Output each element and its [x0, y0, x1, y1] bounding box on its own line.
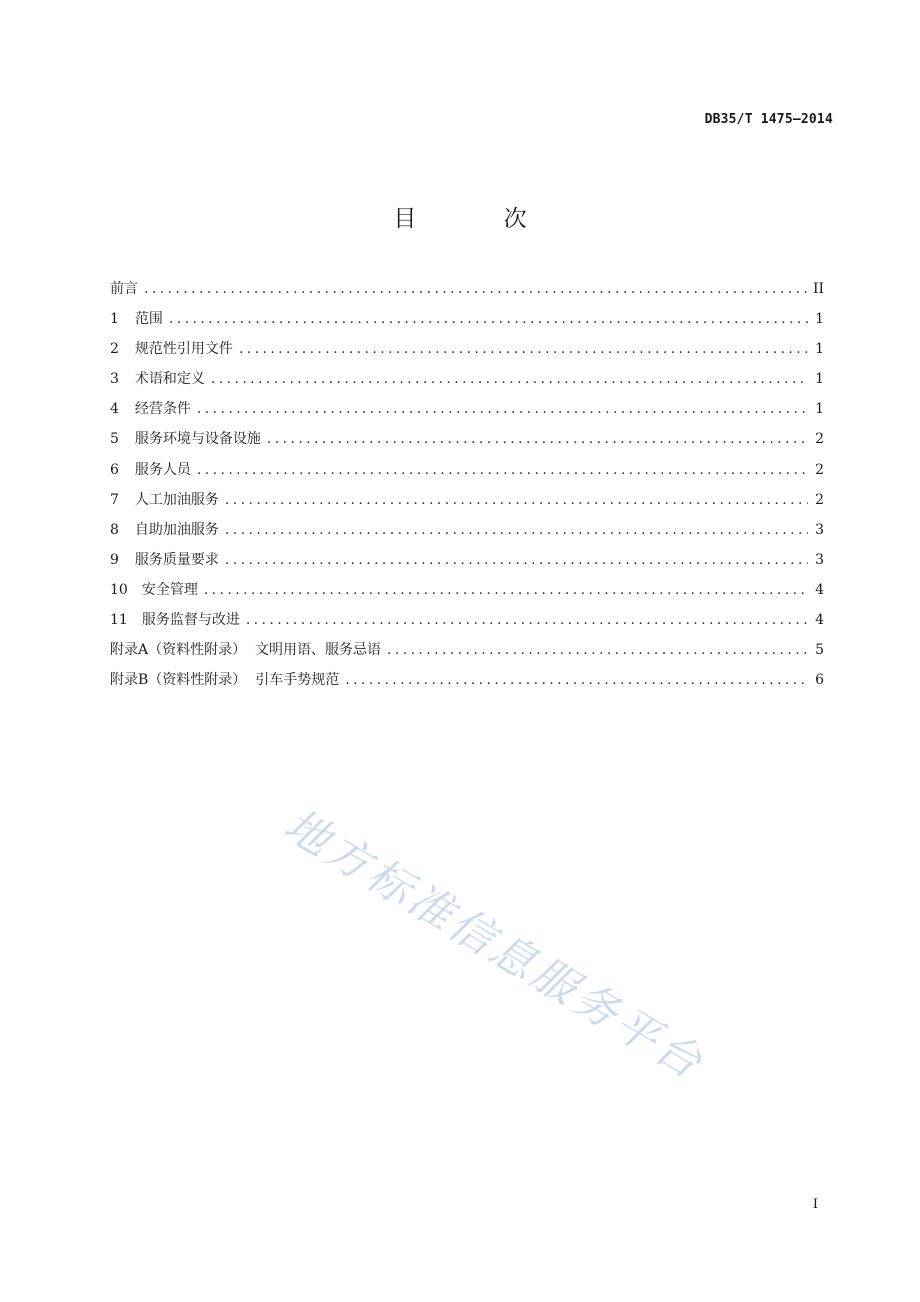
toc-entry-label: 附录A（资料性附录） 文明用语、服务忌语 — [110, 642, 382, 659]
toc-entry[interactable] — [110, 459, 824, 489]
toc-dot-leader — [144, 278, 807, 300]
toc-dot-leader — [239, 338, 808, 360]
toc-entry-label: 服务环境与设备设施 — [134, 431, 261, 448]
toc-entry-number: 4 — [110, 401, 119, 418]
toc-entry[interactable] — [110, 368, 824, 398]
toc-entry-label: 服务质量要求 — [134, 551, 219, 568]
document-code: DB35/T 1475—2014 — [704, 112, 833, 127]
toc-dot-leader — [197, 459, 808, 481]
toc-entry-label: 经营条件 — [134, 401, 191, 418]
toc-entry-number: 2 — [110, 341, 119, 358]
toc-entry-number: 1 — [110, 311, 119, 328]
toc-entry-number: 5 — [110, 431, 119, 448]
toc-entry-number: 7 — [110, 491, 119, 508]
toc-dot-leader — [169, 308, 808, 330]
toc-entry[interactable] — [110, 428, 824, 458]
toc-entry-page: II — [812, 281, 824, 297]
toc-dot-leader — [225, 489, 808, 511]
table-of-contents — [110, 278, 824, 699]
toc-entry-label: 规范性引用文件 — [134, 341, 233, 358]
toc-entry-page: 4 — [815, 612, 824, 629]
toc-entry-label: 范围 — [134, 311, 163, 328]
toc-entry-number: 10 — [110, 581, 128, 598]
watermark: 地方标准信息服务平台 — [275, 799, 713, 1091]
toc-entry-page: 3 — [815, 521, 824, 538]
toc-entry-page: 5 — [815, 642, 824, 659]
toc-entry-page: 6 — [815, 672, 824, 689]
toc-dot-leader — [246, 609, 808, 631]
toc-dot-leader — [204, 579, 808, 601]
toc-dot-leader — [225, 519, 808, 541]
toc-entry[interactable] — [110, 489, 824, 519]
toc-entry-page: 1 — [815, 371, 824, 388]
toc-entry-page: 4 — [815, 581, 824, 598]
toc-entry[interactable] — [110, 669, 824, 699]
toc-entry[interactable] — [110, 338, 824, 368]
toc-entry-label: 前言 — [110, 281, 138, 297]
toc-entry-page: 2 — [815, 431, 824, 448]
toc-dot-leader — [387, 639, 808, 661]
toc-entry-label: 服务人员 — [134, 461, 191, 478]
toc-entry-number: 6 — [110, 461, 119, 478]
toc-entry-label: 服务监督与改进 — [141, 612, 240, 629]
toc-entry[interactable] — [110, 398, 824, 428]
toc-dot-leader — [211, 368, 808, 390]
toc-entry-page: 1 — [815, 401, 824, 418]
page-number: I — [812, 1197, 818, 1212]
toc-entry-page: 2 — [815, 491, 824, 508]
toc-dot-leader — [225, 549, 808, 571]
toc-dot-leader — [197, 398, 808, 420]
toc-entry-label: 安全管理 — [141, 581, 198, 598]
toc-dot-leader — [345, 669, 808, 691]
toc-entry-number: 9 — [110, 551, 119, 568]
toc-entry[interactable] — [110, 519, 824, 549]
toc-entry-number: 11 — [110, 612, 128, 629]
toc-entry-page: 1 — [815, 341, 824, 358]
toc-entry-label: 附录B（资料性附录） 引车手势规范 — [110, 672, 340, 689]
toc-entry[interactable] — [110, 609, 824, 639]
toc-entry-page: 1 — [815, 311, 824, 328]
toc-entry-page: 2 — [815, 461, 824, 478]
toc-entry[interactable] — [110, 639, 824, 669]
toc-dot-leader — [267, 428, 808, 450]
toc-entry[interactable] — [110, 579, 824, 609]
toc-entry-label: 术语和定义 — [134, 371, 205, 388]
toc-entry[interactable] — [110, 549, 824, 579]
toc-entry-number: 3 — [110, 371, 119, 388]
toc-entry-page: 3 — [815, 551, 824, 568]
toc-title: 目 次 — [393, 206, 567, 232]
toc-entry-label: 自助加油服务 — [134, 521, 219, 538]
toc-entry-label: 人工加油服务 — [134, 491, 219, 508]
toc-entry[interactable] — [110, 278, 824, 308]
toc-entry[interactable] — [110, 308, 824, 338]
toc-entry-number: 8 — [110, 521, 119, 538]
